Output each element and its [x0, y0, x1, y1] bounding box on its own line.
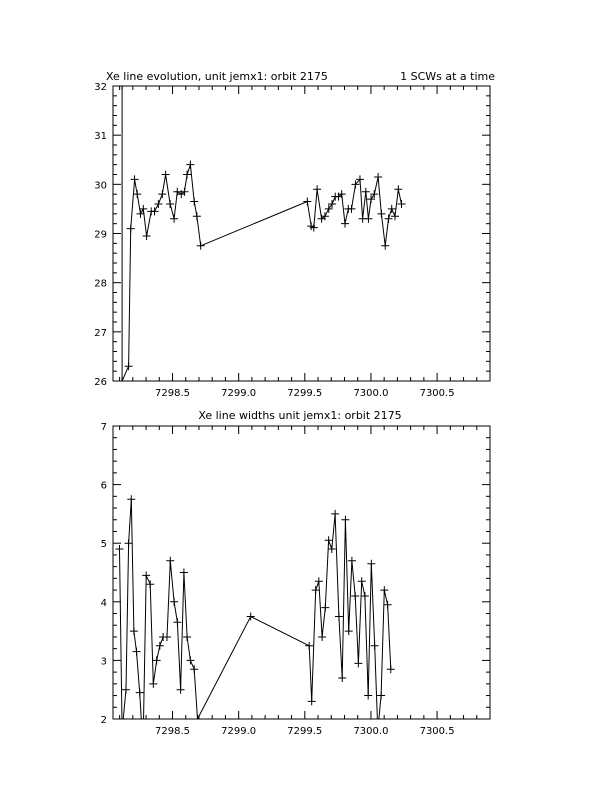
widths-data-point	[358, 577, 366, 585]
widths-data-point	[377, 692, 385, 700]
widths-x-tick-label: 7299.5	[287, 726, 323, 737]
widths-data-point	[331, 510, 339, 518]
evolution-data-point	[303, 198, 311, 206]
widths-data-point	[170, 598, 178, 606]
widths-data-point	[364, 692, 372, 700]
evolution-data-point	[381, 242, 389, 250]
evolution-plot-frame	[113, 86, 490, 381]
evolution-y-tick-label: 30	[94, 180, 107, 192]
evolution-data	[118, 82, 405, 385]
widths-data-point	[335, 612, 343, 620]
widths-data-point	[328, 545, 336, 553]
evolution-y-tick-label: 31	[94, 131, 107, 143]
evolution-data-point	[377, 210, 385, 218]
widths-data-point	[139, 744, 147, 752]
widths-data-point	[118, 727, 126, 735]
evolution-series-line	[122, 86, 401, 381]
evolution-x-tick-label: 7298.5	[155, 388, 191, 399]
widths-data-point	[166, 557, 174, 565]
widths-data-point	[345, 627, 353, 635]
widths-title: Xe line widths unit jemx1: orbit 2175	[198, 409, 402, 422]
evolution-y-tick-label: 28	[94, 278, 107, 290]
evolution-data-point	[313, 185, 321, 193]
evolution-data-point	[183, 171, 191, 179]
widths-data-point	[183, 633, 191, 641]
widths-data-point	[146, 580, 154, 588]
evolution-y-tick-label: 32	[94, 82, 107, 93]
widths-data-point	[367, 560, 375, 568]
widths-data	[115, 495, 394, 752]
widths-data-point	[312, 586, 320, 594]
evolution-panel	[94, 70, 495, 399]
widths-data-point	[371, 642, 379, 650]
widths-data-point	[318, 633, 326, 641]
evolution-subtitle: 1 SCWs at a time	[400, 70, 495, 83]
widths-y-tick-label: 6	[100, 480, 107, 492]
widths-y-tick-label: 5	[100, 539, 107, 551]
widths-y-tick-label: 4	[100, 597, 107, 609]
widths-data-point	[149, 680, 157, 688]
evolution-data-point	[341, 220, 349, 228]
evolution-data-point	[170, 215, 178, 223]
widths-data-point	[163, 633, 171, 641]
widths-data-point	[308, 697, 316, 705]
widths-data-point	[321, 604, 329, 612]
evolution-data-point	[166, 200, 174, 208]
widths-data-point	[133, 648, 141, 656]
evolution-data-point	[162, 171, 170, 179]
widths-data-point	[130, 627, 138, 635]
widths-data-point	[338, 674, 346, 682]
widths-data-point	[180, 569, 188, 577]
widths-data-point	[177, 686, 185, 694]
evolution-x-tick-label: 7300.5	[419, 388, 455, 399]
evolution-data-point	[158, 190, 166, 198]
widths-data-point	[380, 586, 388, 594]
evolution-data-point	[154, 200, 162, 208]
evolution-y-tick-label: 29	[94, 229, 107, 241]
evolution-data-point	[362, 188, 370, 196]
evolution-data-point	[388, 205, 396, 213]
evolution-data-point	[127, 225, 135, 233]
evolution-data-point	[325, 205, 333, 213]
widths-data-point	[190, 665, 198, 673]
widths-data-point	[186, 656, 194, 664]
widths-y-tick-label: 2	[100, 715, 107, 726]
evolution-data-point	[374, 173, 382, 181]
widths-data-point	[115, 545, 123, 553]
widths-data-point	[247, 612, 255, 620]
evolution-data-point	[186, 161, 194, 169]
evolution-data-point	[364, 215, 372, 223]
evolution-title: Xe line evolution, unit jemx1: orbit 2175	[106, 70, 328, 83]
evolution-data-point	[143, 232, 151, 240]
widths-x-tick-label: 7300.5	[419, 726, 455, 737]
widths-data-point	[125, 539, 133, 547]
evolution-y-tick-label: 26	[94, 377, 107, 388]
evolution-x-tick-label: 7300.0	[353, 388, 389, 399]
evolution-data-point	[190, 198, 198, 206]
widths-data-point	[361, 592, 369, 600]
widths-data-point	[305, 642, 313, 650]
widths-data-point	[341, 516, 349, 524]
evolution-data-point	[394, 185, 402, 193]
widths-data-point	[315, 577, 323, 585]
widths-data-point	[348, 557, 356, 565]
widths-series-line	[120, 499, 391, 748]
evolution-data-point	[197, 242, 205, 250]
widths-panel	[101, 409, 490, 752]
evolution-data-point	[398, 200, 406, 208]
widths-data-point	[173, 618, 181, 626]
widths-data-point	[194, 715, 202, 723]
evolution-data-point	[133, 190, 141, 198]
widths-data-point	[122, 686, 130, 694]
widths-data-point	[127, 495, 135, 503]
widths-data-point	[384, 601, 392, 609]
evolution-data-point	[193, 212, 201, 220]
widths-data-point	[325, 536, 333, 544]
widths-data-point	[153, 656, 161, 664]
evolution-data-point	[125, 362, 133, 370]
widths-x-tick-label: 7300.0	[353, 726, 389, 737]
widths-data-point	[156, 642, 164, 650]
widths-data-point	[387, 665, 395, 673]
widths-x-tick-label: 7299.0	[221, 726, 257, 737]
widths-data-point	[142, 571, 150, 579]
widths-data-point	[136, 689, 144, 697]
evolution-data-point	[328, 200, 336, 208]
evolution-x-tick-label: 7299.0	[221, 388, 257, 399]
widths-y-tick-label: 3	[100, 656, 107, 668]
evolution-data-point	[151, 207, 159, 215]
evolution-x-tick-label: 7299.5	[287, 388, 323, 399]
evolution-data-point	[131, 175, 139, 183]
widths-data-point	[351, 592, 359, 600]
widths-data-point	[354, 659, 362, 667]
widths-x-tick-label: 7298.5	[155, 726, 191, 737]
widths-y-tick-label: 7	[100, 422, 107, 433]
evolution-y-tick-label: 27	[94, 327, 107, 339]
